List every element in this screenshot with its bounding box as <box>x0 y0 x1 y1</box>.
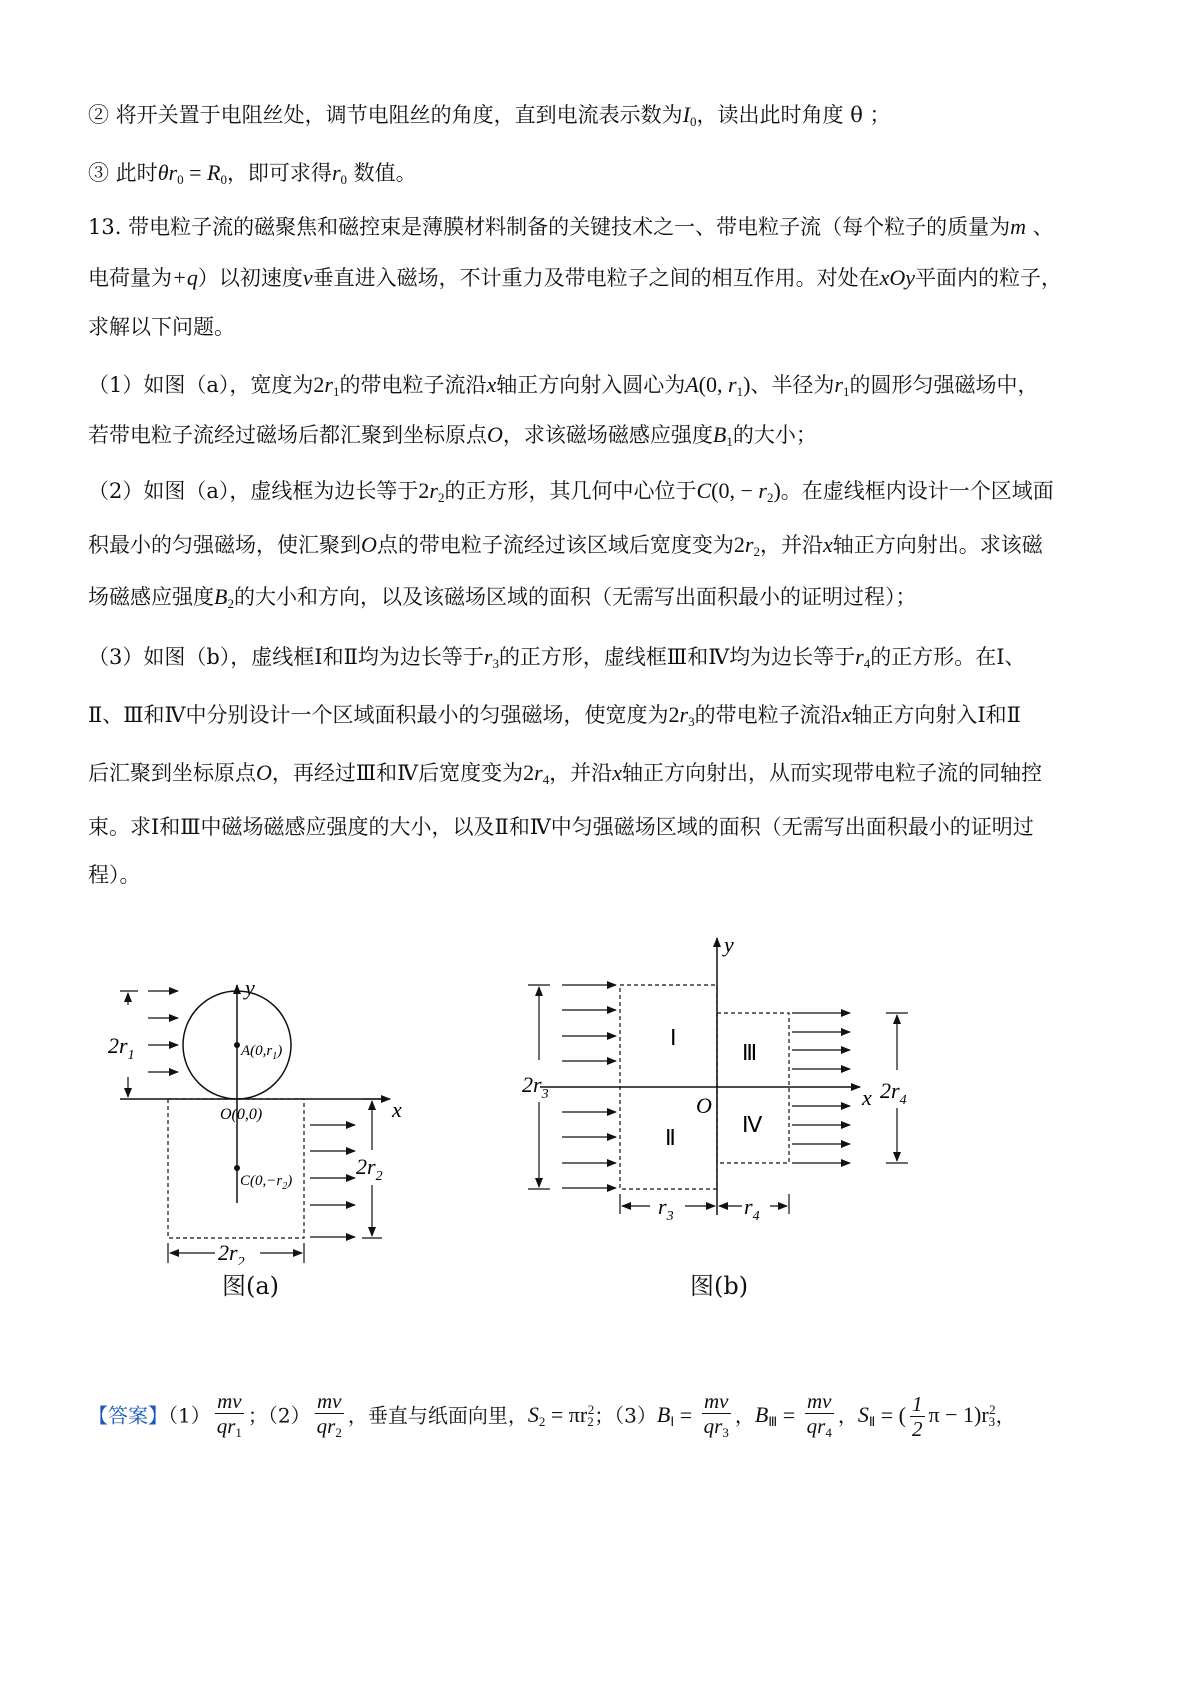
part-3-line4: 束。求Ⅰ和Ⅲ中磁场磁感应强度的大小，以及Ⅱ和Ⅳ中匀强磁场区域的面积（无需写出面积最小的证明过 <box>88 815 1034 839</box>
point-A <box>234 1042 240 1048</box>
label-A: $A(0,r_1)$ <box>241 1043 283 1062</box>
label-2r4: $2r_4$ <box>880 1078 907 1108</box>
label-2r1: $2r_1$ <box>108 1033 135 1063</box>
figure-a <box>100 975 460 1265</box>
label-O: O(0,0) <box>220 1106 263 1123</box>
current-I0: $I_0$ <box>682 102 697 129</box>
part-3-line2: Ⅱ、Ⅲ和Ⅳ中分别设计一个区域面积最小的匀强磁场，使宽度为$2r_3$的带电粒子流沿x轴正方向射入Ⅰ和Ⅱ <box>88 702 1021 729</box>
question-13-line1: 13. 带电粒子流的磁聚焦和磁控束是薄膜材料制备的关键技术之一、带电粒子流（每个粒子的质量为m 、 <box>88 214 1054 239</box>
step-2-line: ② 将开关置于电阻丝处，调节电阻丝的角度，直到电流表示数为$I_0$，读出此时角度 θ ； <box>88 102 891 129</box>
part-2-line1: （2）如图（a），虚线框为边长等于$2r_2$的正方形，其几何中心位于C(0, − $r_2$)。在虚线框内设计一个区域面 <box>88 478 1054 505</box>
point-C <box>234 1165 240 1171</box>
question-13-line3: 求解以下问题。 <box>88 315 235 339</box>
y-axis-label: y <box>245 975 255 1000</box>
label-2r3: $2r_3$ <box>522 1072 549 1102</box>
x-axis-label: x <box>862 1085 872 1110</box>
part-3-line1: （3）如图（b），虚线框Ⅰ和Ⅱ均为边长等于$r_3$的正方形，虚线框Ⅲ和Ⅳ均为边长等于$r_4$的正方形。在Ⅰ、 <box>88 644 1026 671</box>
caption-figure-a: 图(a) <box>222 1272 280 1300</box>
label-r3: $r_3$ <box>658 1194 674 1220</box>
part-1-line1: （1）如图（a），宽度为$2r_1$的带电粒子流沿x轴正方向射入圆心为A(0, $r_1$)、半径为$r_1$的圆形匀强磁场中， <box>88 372 1039 399</box>
label-region-III: Ⅲ <box>742 1040 758 1065</box>
label-2r2-side: $2r_2$ <box>356 1154 383 1184</box>
incoming-beam-arrows <box>148 991 178 1072</box>
part-2-line3: 场磁感应强度$B_2$的大小和方向，以及该磁场区域的面积（无需写出面积最小的证明过程）； <box>88 584 917 611</box>
label-region-II: Ⅱ <box>665 1125 676 1150</box>
outgoing-beam-arrows <box>310 1125 355 1237</box>
label-region-I: Ⅰ <box>670 1025 677 1050</box>
part-3-line5: 程）。 <box>88 863 141 887</box>
part-1-line2: 若带电粒子流经过磁场后都汇聚到坐标原点O，求该磁场磁感应强度$B_1$的大小； <box>88 422 817 449</box>
label-O: O <box>696 1093 712 1118</box>
x-axis-label: x <box>392 1097 402 1122</box>
label-r4: $r_4$ <box>744 1194 760 1220</box>
outgoing-beam-arrows <box>792 1013 850 1163</box>
figure-b <box>520 930 940 1220</box>
label-C: $C(0,-r_2)$ <box>240 1173 293 1192</box>
label-2r2-bottom: $2r_2$ <box>218 1240 245 1265</box>
question-13-line2: 电荷量为+q）以初速度v垂直进入磁场，不计重力及带电粒子之间的相互作用。对处在xOy平面内的粒子， <box>88 265 1063 290</box>
answer-label: 【答案】 <box>88 1403 168 1428</box>
part-3-line3: 后汇聚到坐标原点O，再经过Ⅲ和Ⅳ后宽度变为$2r_4$，并沿x轴正方向射出，从而实现带电粒子流的同轴控 <box>88 760 1042 787</box>
answer-line: 【答案】（1） $\frac{mv}{qr_1}$ ；（2） $\frac{mv}{qr_2}$ ，垂直与纸面向里，$S_2 = \pi r_2^2$；$(3)B_Ⅰ$ = $\frac{mv}{qr_3}$ ，$B_Ⅲ$ = $\frac{mv}{qr_4}$ ，$S_Ⅱ$ = ( $\frac{1}{2}$ $\pi - 1)r_3^2$， <box>88 1383 1016 1449</box>
label-region-IV: Ⅳ <box>742 1112 763 1137</box>
dashed-box-III-IV <box>717 1013 789 1163</box>
step-3-line: ③ 此时$\theta r_0 = R_0$，即可求得$r_0$ 数值。 <box>88 160 417 187</box>
caption-figure-b: 图(b) <box>690 1272 749 1300</box>
y-axis-label: y <box>724 932 734 957</box>
part-2-line2: 积最小的匀强磁场，使汇聚到O点的带电粒子流经过该区域后宽度变为$2r_2$，并沿x轴正方向射出。求该磁 <box>88 532 1043 559</box>
